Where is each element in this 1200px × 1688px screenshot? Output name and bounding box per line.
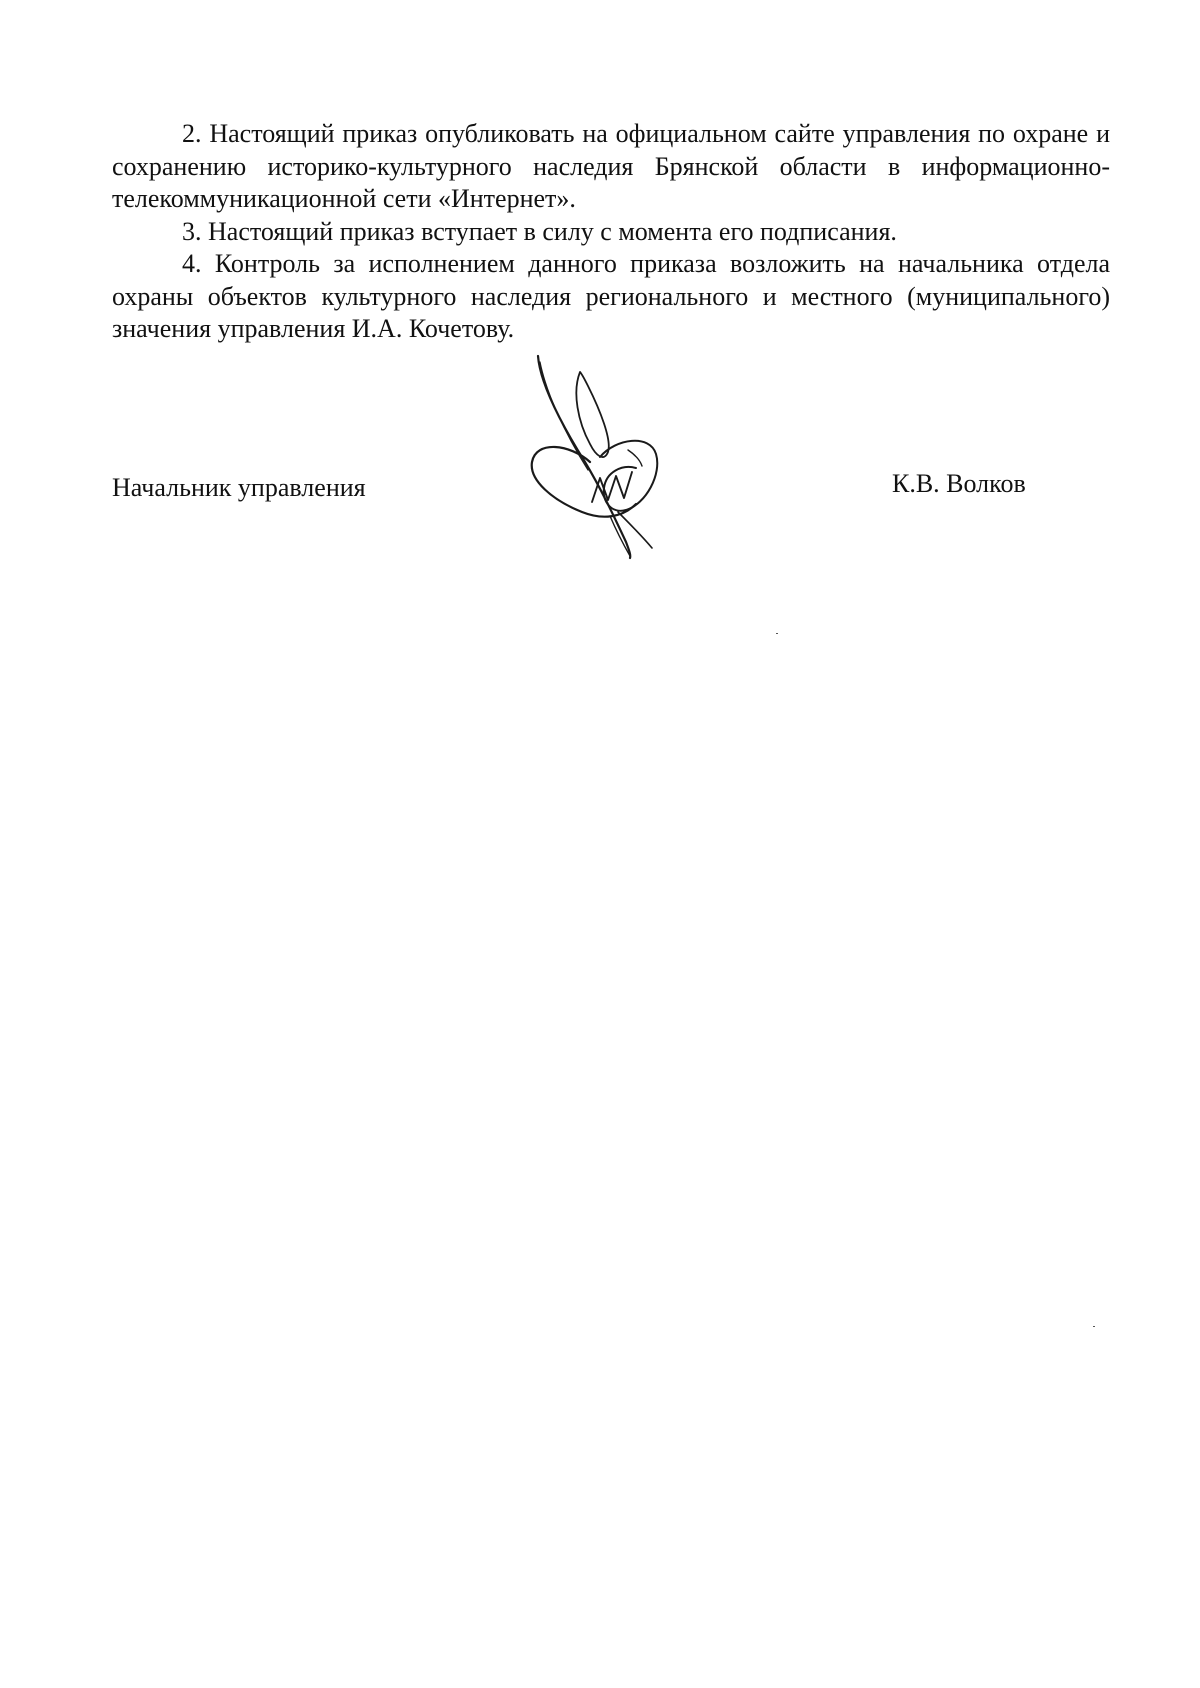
signatory-name: К.В. Волков — [892, 469, 1026, 498]
scan-speck — [776, 633, 778, 634]
signatory-position: Начальник управления — [112, 473, 366, 502]
paragraph-publication: 2. Настоящий приказ опубликовать на официальном сайте управления по охране и сохранению историко-культурного наследия Брянской области в информационно-телекоммуникационной сети «Интернет». — [112, 119, 1110, 213]
document-body — [112, 118, 1110, 346]
paragraph-control: 4. Контроль за исполнением данного приказа возложить на начальника отдела охраны объектов культурного наследия регионального и местного (муниципального) значения управления И.А. Кочетову. — [112, 249, 1110, 343]
handwritten-signature — [530, 352, 680, 562]
scan-speck — [1093, 1326, 1095, 1327]
paragraph-effective-date: 3. Настоящий приказ вступает в силу с момента его подписания. — [182, 216, 897, 246]
